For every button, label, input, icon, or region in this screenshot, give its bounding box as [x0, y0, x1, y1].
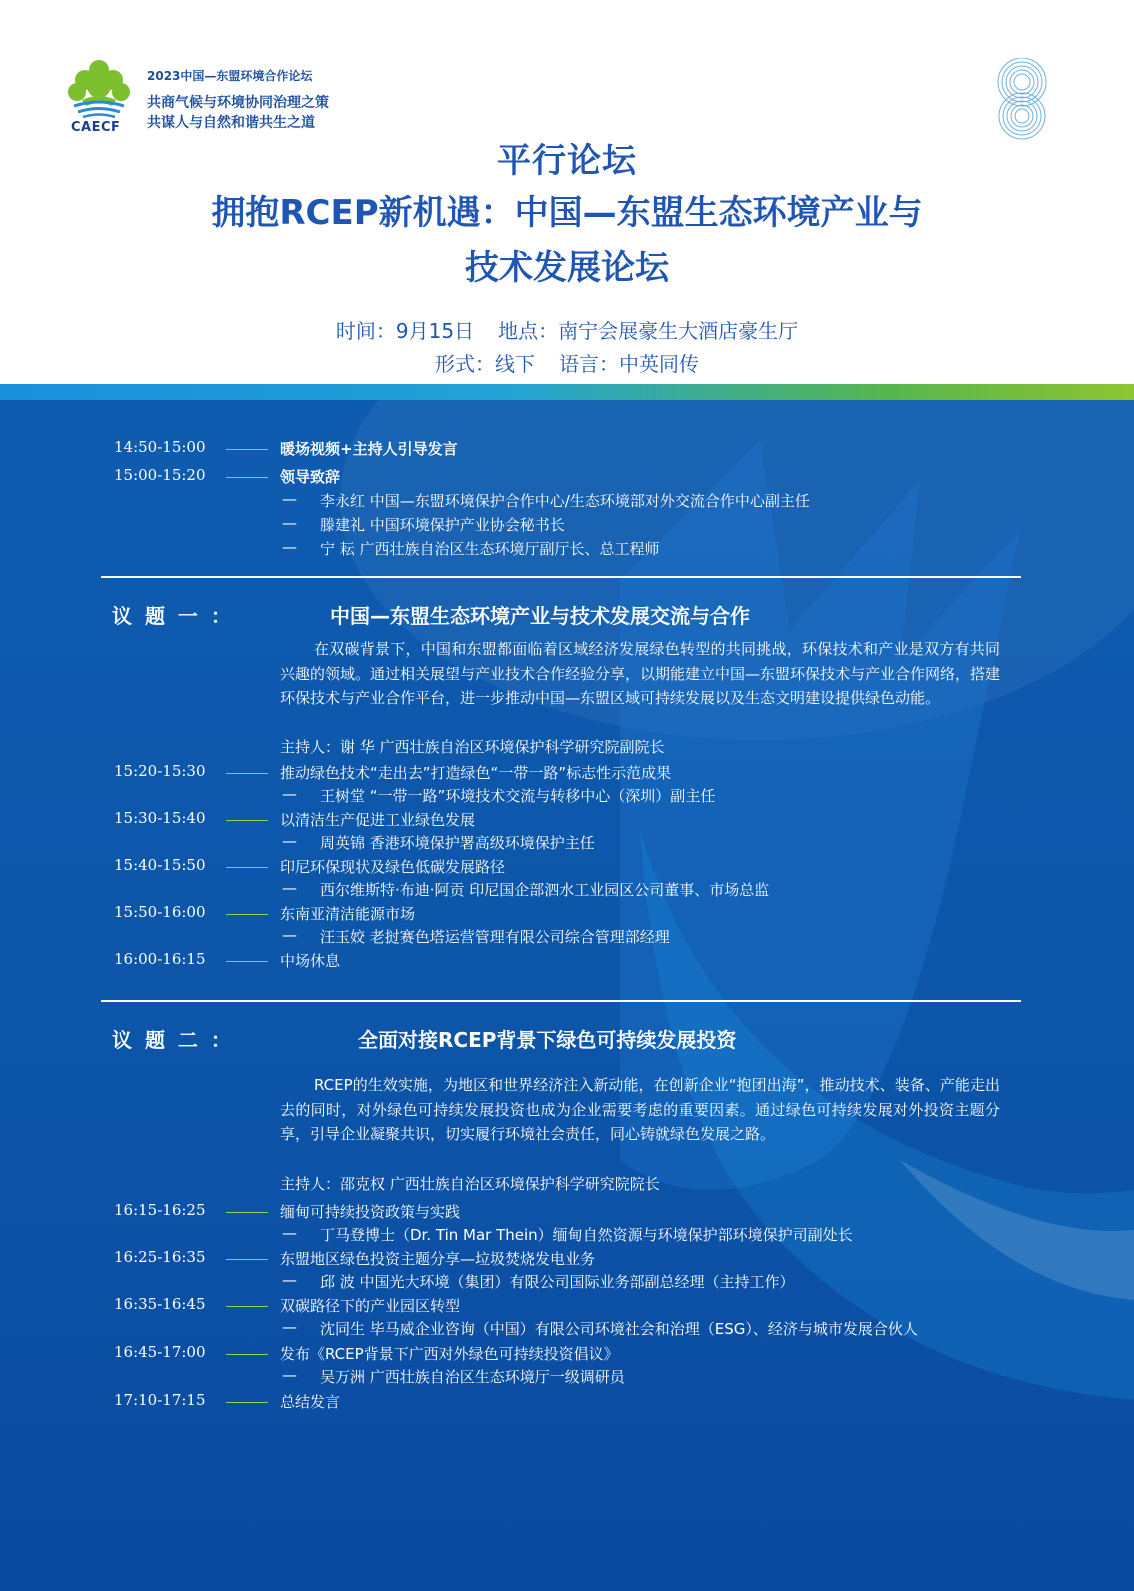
session-title: 暖场视频+主持人引导发言 [280, 440, 458, 458]
speaker-dash: — [282, 514, 297, 532]
session-time: 15:00-15:20 [114, 466, 206, 484]
speaker-name: 滕建礼 中国环境保护产业协会秘书长 [320, 516, 565, 534]
event-meta-line-1 [0, 315, 1134, 344]
session-title: 双碳路径下的产业园区转型 [280, 1297, 461, 1315]
time-connector-line [226, 1212, 268, 1213]
forum-slogan [147, 67, 329, 133]
session-title: 东南亚清洁能源市场 [280, 905, 416, 923]
time-connector-line [226, 1402, 268, 1403]
speaker-name: 王树堂 “一带一路”环境技术交流与转移中心（深圳）副主任 [320, 787, 716, 805]
time-connector-line [226, 867, 268, 868]
time-connector-line [226, 477, 268, 478]
speaker-dash: — [282, 1366, 297, 1384]
speaker-dash: — [282, 1318, 297, 1336]
time-connector-line [226, 961, 268, 962]
session-title: 以清洁生产促进工业绿色发展 [280, 811, 476, 829]
page-title-line-3: 技术发展论坛 [465, 248, 669, 288]
topic-1-label: 议 题 一 ： [112, 604, 234, 628]
session-title: 东盟地区绿色投资主题分享—垃圾焚烧发电业务 [280, 1250, 596, 1268]
event-language: 语言：中英同传 [559, 352, 699, 376]
page-title-line-2: 拥抱RCEP新机遇：中国—东盟生态环境产业与 [211, 193, 923, 233]
time-connector-line [226, 820, 268, 821]
speaker-dash: — [282, 785, 297, 803]
session-time: 15:20-15:30 [114, 762, 206, 780]
session-time: 17:10-17:15 [114, 1391, 206, 1409]
event-place: 地点：南宁会展豪生大酒店豪生厅 [498, 319, 799, 343]
speaker-name: 宁 耘 广西壮族自治区生态环境厅副厅长、总工程师 [320, 540, 660, 558]
session-time: 16:00-16:15 [114, 950, 206, 968]
page-header [0, 0, 1134, 384]
time-connector-line [226, 1259, 268, 1260]
time-connector-line [226, 773, 268, 774]
section-divider [101, 1000, 1021, 1002]
speaker-dash: — [282, 490, 297, 508]
session-title: 总结发言 [280, 1393, 341, 1411]
topic-2-label: 议 题 二 ： [112, 1028, 234, 1052]
topic-2-title: 全面对接RCEP背景下绿色可持续发展投资 [358, 1028, 737, 1052]
session-time: 16:45-17:00 [114, 1343, 206, 1361]
topic-2-description: RCEP的生效实施，为地区和世界经济注入新动能，在创新企业“抱团出海”，推动技术、装备、产能走出去的同时，对外绿色可持续发展投资也成为企业需要考虑的重要因素。通过绿色可持续发展对外投资主题分享，引导企业凝聚共识，切实履行环境社会责任，同心铸就绿色发展之路。 [280, 1076, 1000, 1143]
time-connector-line [226, 1306, 268, 1307]
agenda-panel [0, 400, 1134, 1591]
session-title: 中场休息 [280, 952, 341, 970]
session-time: 16:35-16:45 [114, 1295, 206, 1313]
speaker-name: 吴万洲 广西壮族自治区生态环境厅一级调研员 [320, 1368, 625, 1386]
speaker-dash: — [282, 926, 297, 944]
concentric-circles-icon [994, 58, 1050, 140]
forum-name: 2023中国—东盟环境合作论坛 [147, 69, 313, 83]
session-title: 印尼环保现状及绿色低碳发展路径 [280, 858, 506, 876]
time-connector-line [226, 449, 268, 450]
session-time: 16:15-16:25 [114, 1201, 206, 1219]
speaker-dash: — [282, 1224, 297, 1242]
speaker-dash: — [282, 879, 297, 897]
topic-1-host: 主持人：谢 华 广西壮族自治区环境保护科学研究院副院长 [280, 738, 665, 756]
gradient-divider [0, 384, 1134, 400]
event-time: 时间：9月15日 [335, 319, 475, 343]
session-title: 发布《RCEP背景下广西对外绿色可持续投资倡议》 [280, 1345, 619, 1363]
speaker-dash: — [282, 538, 297, 556]
speaker-name: 周英锦 香港环境保护署高级环境保护主任 [320, 834, 595, 852]
session-time: 15:30-15:40 [114, 809, 206, 827]
speaker-dash: — [282, 832, 297, 850]
speaker-name: 邱 波 中国光大环境（集团）有限公司国际业务部副总经理（主持工作） [320, 1273, 795, 1291]
page-title-line-1: 平行论坛 [497, 141, 637, 181]
session-title: 领导致辞 [280, 468, 341, 486]
speaker-name: 丁马登博士（Dr. Tin Mar Thein）缅甸自然资源与环境保护部环境保护司副处长 [320, 1226, 853, 1244]
speaker-name: 汪玉姣 老挝赛色塔运营管理有限公司综合管理部经理 [320, 928, 670, 946]
speaker-name: 李永红 中国—东盟环境保护合作中心/生态环境部对外交流合作中心副主任 [320, 492, 810, 510]
time-connector-line [226, 1354, 268, 1355]
speaker-dash: — [282, 1271, 297, 1289]
agenda-content [0, 400, 1134, 1591]
section-divider [101, 576, 1021, 578]
logo-text: CAECF [71, 120, 121, 135]
time-connector-line [226, 914, 268, 915]
speaker-name: 西尔维斯特·布迪·阿贡 印尼国企部泗水工业园区公司董事、市场总监 [320, 881, 770, 899]
event-format: 形式：线下 [435, 352, 535, 376]
session-time: 15:40-15:50 [114, 856, 206, 874]
speaker-name: 沈同生 毕马威企业咨询（中国）有限公司环境社会和治理（ESG）、经济与城市发展合伙人 [320, 1320, 918, 1338]
session-title: 推动绿色技术“走出去”打造绿色“一带一路”标志性示范成果 [280, 764, 672, 782]
slogan-line-2: 共谋人与自然和谐共生之道 [147, 115, 315, 131]
topic-1-description: 在双碳背景下，中国和东盟都面临着区域经济发展绿色转型的共同挑战，环保技术和产业是双方有共同兴趣的领域。通过相关展望与产业技术合作经验分享，以期能建立中国—东盟环保技术与产业合作网络，搭建环保技术与产业合作平台，进一步推动中国—东盟区域可持续发展以及生态文明建设提供绿色动能。 [280, 640, 1001, 707]
session-title: 缅甸可持续投资政策与实践 [280, 1203, 461, 1221]
slogan-line-1: 共商气候与环境协同治理之策 [147, 95, 329, 111]
session-time: 14:50-15:00 [114, 438, 206, 456]
session-time: 15:50-16:00 [114, 903, 206, 921]
event-meta-line-2 [0, 348, 1134, 377]
topic-1-title: 中国—东盟生态环境产业与技术发展交流与合作 [330, 604, 750, 628]
topic-2-host: 主持人：邵克权 广西壮族自治区环境保护科学研究院院长 [280, 1175, 660, 1193]
session-time: 16:25-16:35 [114, 1248, 206, 1266]
